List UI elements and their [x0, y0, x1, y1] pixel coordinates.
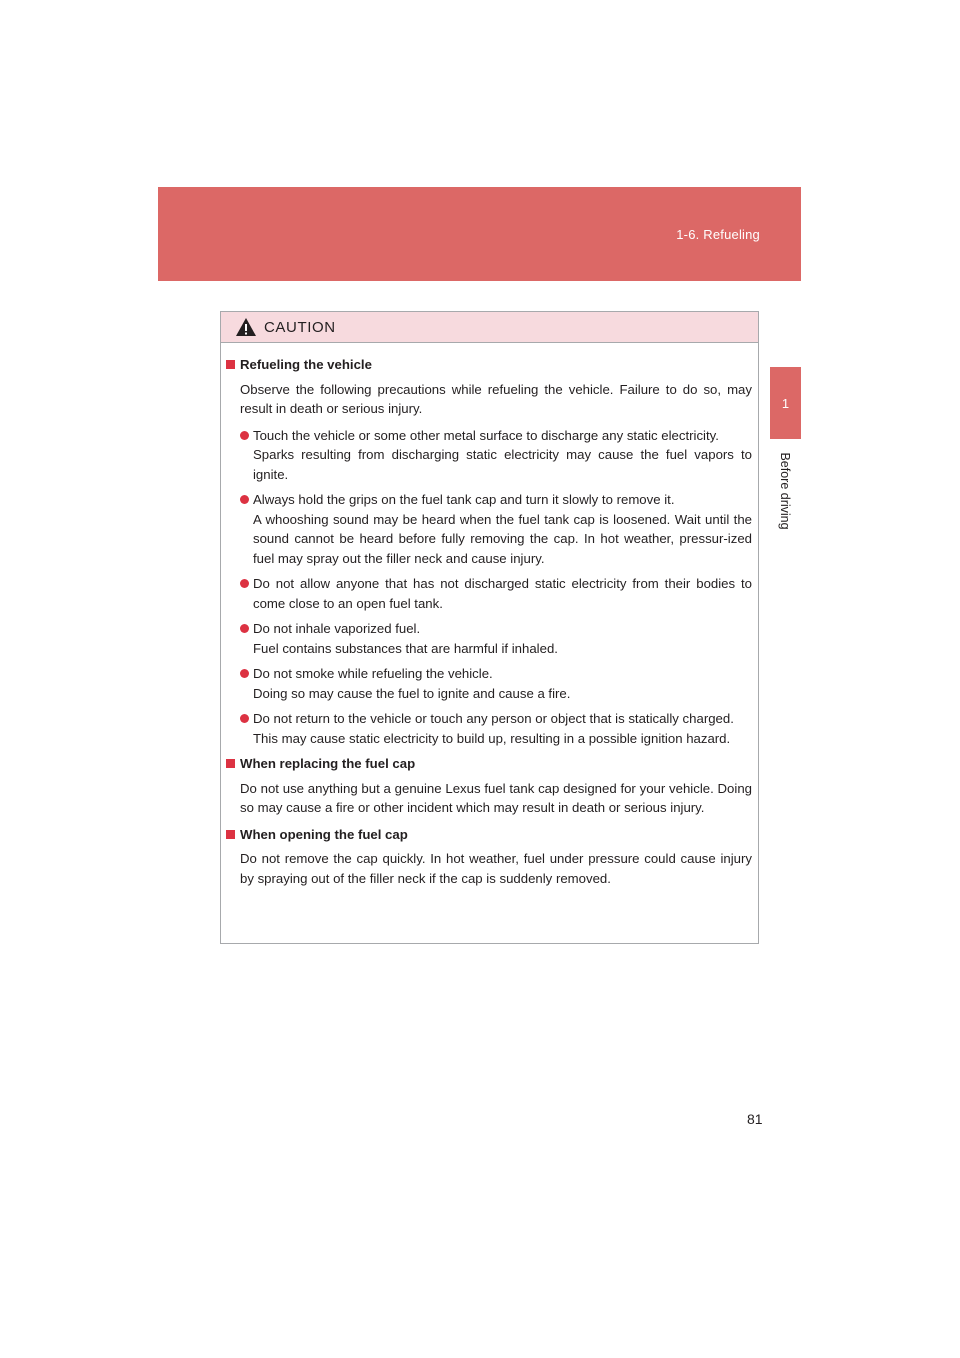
list-item — [240, 490, 752, 568]
bullet-main: Do not return to the vehicle or touch any person or object that is statically charged. — [253, 711, 734, 726]
section-title: 1-6. Refueling — [676, 227, 760, 242]
list-item — [240, 709, 752, 748]
chapter-tab — [770, 367, 801, 439]
bullet-detail: This may cause static electricity to build up, resulting in a possible ignition hazard. — [253, 730, 731, 746]
caution-box — [220, 311, 759, 944]
bullet-detail: Fuel contains substances that are harmful if inhaled. — [253, 640, 558, 656]
caution-title: CAUTION — [264, 319, 336, 336]
bullet-main: Always hold the grips on the fuel tank cap and turn it slowly to remove it. — [253, 492, 675, 507]
page-number: 81 — [747, 1111, 763, 1127]
bullet-detail: Doing so may cause the fuel to ignite and cause a fire. — [253, 685, 571, 701]
round-bullet-icon — [240, 579, 249, 588]
round-bullet-icon — [240, 431, 249, 440]
caution-body — [221, 343, 758, 888]
bullet-main: Do not inhale vaporized fuel. — [253, 621, 421, 636]
bullet-detail: A whooshing sound may be heard when the fuel tank cap is loosened. Wait until the sound cannot be heard before fully removing the cap. In hot weather, pressur-ized fuel may spray out the filler neck and cause injury. — [253, 511, 752, 566]
list-item — [240, 619, 752, 658]
square-bullet-icon — [226, 759, 235, 768]
list-item — [240, 426, 752, 485]
section-text: Do not remove the cap quickly. In hot weather, fuel under pressure could cause injury by spraying out of the filler neck if the cap is suddenly removed. — [240, 851, 752, 886]
round-bullet-icon — [240, 669, 249, 678]
round-bullet-icon — [240, 495, 249, 504]
bullet-detail: Sparks resulting from discharging static electricity may cause the fuel vapors to ignite. — [253, 447, 752, 482]
section-heading: Refueling the vehicle — [226, 355, 752, 375]
bullet-main: Do not smoke while refueling the vehicle. — [253, 666, 493, 681]
chapter-label: Before driving — [778, 452, 792, 530]
bullet-main: Do not allow anyone that has not discharged static electricity from their bodies to come close to an open fuel tank. — [253, 576, 752, 611]
square-bullet-icon — [226, 830, 235, 839]
warning-triangle-icon — [235, 317, 257, 337]
section-heading: When opening the fuel cap — [226, 825, 752, 845]
bullet-main: Touch the vehicle or some other metal surface to discharge any static electricity. — [253, 427, 719, 443]
chapter-number: 1 — [781, 395, 790, 411]
list-item — [240, 664, 752, 703]
square-bullet-icon — [226, 360, 235, 369]
round-bullet-icon — [240, 714, 249, 723]
list-item — [240, 574, 752, 613]
section-text: Observe the following precautions while refueling the vehicle. Failure to do so, may result in death or serious injury. — [240, 381, 752, 416]
round-bullet-icon — [240, 624, 249, 633]
section-heading: When replacing the fuel cap — [226, 754, 752, 774]
header-bar — [158, 187, 801, 281]
caution-header — [221, 312, 758, 343]
section-text: Do not use anything but a genuine Lexus fuel tank cap designed for your vehicle. Doing so may cause a fire or other incident which may result in death or serious injury. — [240, 780, 752, 815]
